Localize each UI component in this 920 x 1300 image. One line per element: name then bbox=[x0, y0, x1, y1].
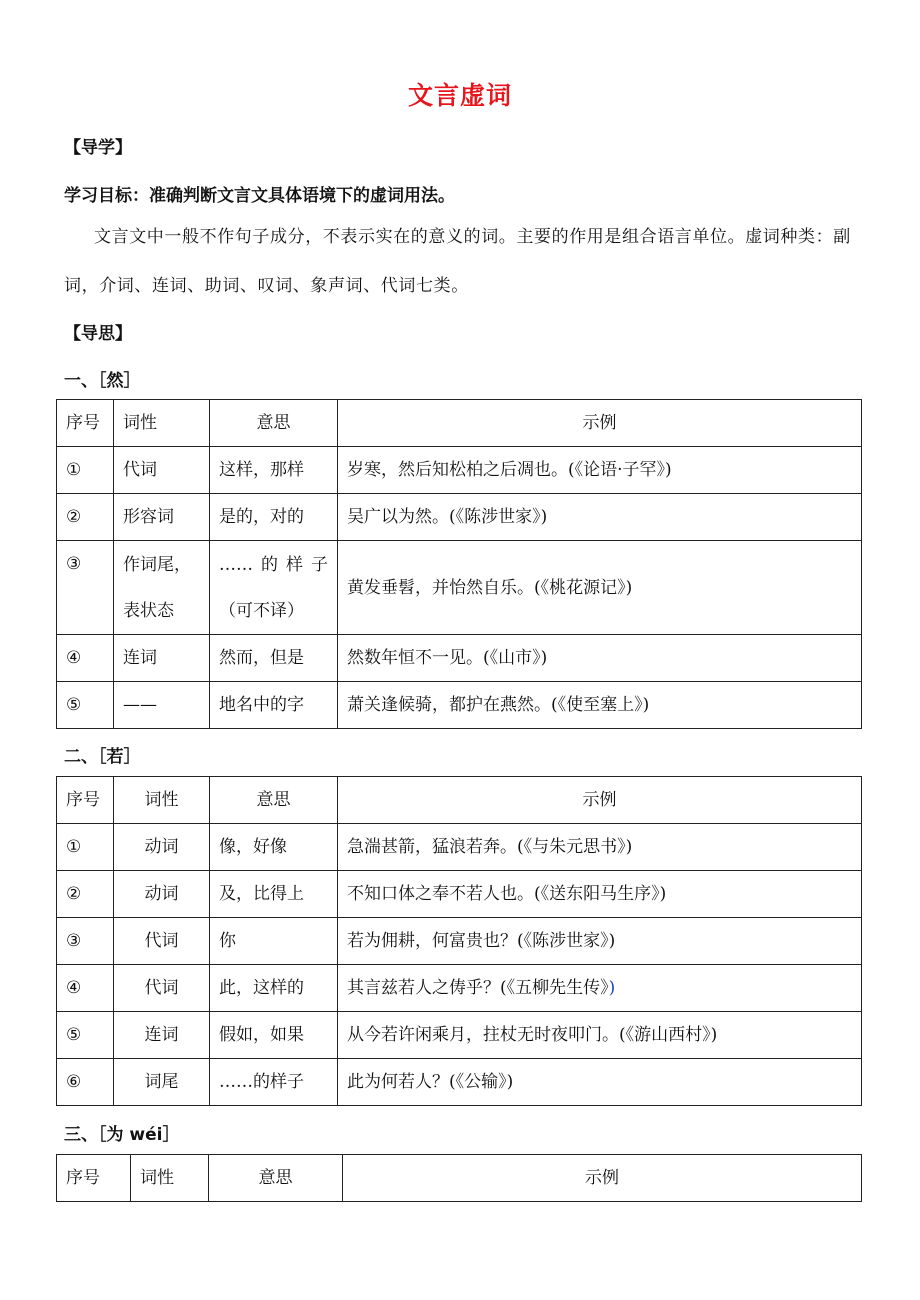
row-pos: 形容词 bbox=[114, 494, 210, 541]
row-example: 然数年恒不一见。(《山市》) bbox=[338, 635, 862, 682]
table-ruo bbox=[56, 776, 862, 1106]
row-pos: 词尾 bbox=[114, 1059, 210, 1106]
table-row bbox=[57, 541, 862, 635]
row-example bbox=[338, 965, 862, 1012]
header-example: 示例 bbox=[338, 400, 862, 447]
header-example: 示例 bbox=[338, 777, 862, 824]
row-example: 从今若许闲乘月，拄杖无时夜叩门。(《游山西村》) bbox=[338, 1012, 862, 1059]
row-pos-line2: 表状态 bbox=[123, 600, 174, 621]
table-ran bbox=[56, 399, 862, 729]
row-example: 黄发垂髫，并怡然自乐。(《桃花源记》) bbox=[338, 541, 862, 635]
header-pos: 词性 bbox=[114, 777, 210, 824]
row-number: ⑥ bbox=[57, 1059, 114, 1106]
table-row bbox=[57, 1059, 862, 1106]
header-number: 序号 bbox=[57, 777, 114, 824]
row-meaning: 像，好像 bbox=[210, 824, 338, 871]
table-row bbox=[57, 635, 862, 682]
row-example: 不知口体之奉不若人也。(《送东阳马生序》) bbox=[338, 871, 862, 918]
table-row bbox=[57, 682, 862, 729]
row-pos: —— bbox=[114, 682, 210, 729]
section-heading-ruo: 二、［若］ bbox=[64, 747, 141, 767]
row-example-text: 其言兹若人之俦乎？(《五柳先生传》 bbox=[347, 978, 609, 998]
row-example: 若为佣耕，何富贵也？(《陈涉世家》) bbox=[338, 918, 862, 965]
row-meaning: 是的，对的 bbox=[210, 494, 338, 541]
row-number: ④ bbox=[57, 965, 114, 1012]
row-example: 急湍甚箭，猛浪若奔。(《与朱元思书》) bbox=[338, 824, 862, 871]
header-meaning: 意思 bbox=[210, 400, 338, 447]
row-example: 此为何若人？(《公输》) bbox=[338, 1059, 862, 1106]
table-header-row bbox=[57, 1155, 862, 1202]
row-number: ⑤ bbox=[57, 682, 114, 729]
table-wei bbox=[56, 1154, 862, 1202]
row-number: ② bbox=[57, 871, 114, 918]
row-pos: 连词 bbox=[114, 635, 210, 682]
row-number: ④ bbox=[57, 635, 114, 682]
row-pos: 代词 bbox=[114, 965, 210, 1012]
row-example-closing-paren: ) bbox=[608, 978, 616, 998]
row-meaning: 这样，那样 bbox=[210, 447, 338, 494]
row-meaning bbox=[210, 541, 338, 635]
header-pos: 词性 bbox=[131, 1155, 209, 1202]
row-meaning-line1: ……的样子 bbox=[219, 554, 328, 575]
row-meaning: 假如，如果 bbox=[210, 1012, 338, 1059]
table-row bbox=[57, 918, 862, 965]
section-heading-ran: 一、［然］ bbox=[64, 371, 141, 391]
row-pos-line1: 作词尾， bbox=[123, 554, 191, 575]
row-number: ③ bbox=[57, 541, 114, 635]
guide-think-heading: 【导思】 bbox=[64, 324, 132, 344]
row-number: ⑤ bbox=[57, 1012, 114, 1059]
row-example: 吴广以为然。(《陈涉世家》) bbox=[338, 494, 862, 541]
row-meaning: 及，比得上 bbox=[210, 871, 338, 918]
section-heading-wei: 三、［为 wéi］ bbox=[64, 1125, 180, 1145]
table-row bbox=[57, 871, 862, 918]
table-row bbox=[57, 824, 862, 871]
guide-learn-heading: 【导学】 bbox=[64, 138, 132, 158]
row-meaning: 你 bbox=[210, 918, 338, 965]
row-meaning: 此，这样的 bbox=[210, 965, 338, 1012]
row-meaning: 地名中的字 bbox=[210, 682, 338, 729]
row-number: ① bbox=[57, 447, 114, 494]
row-example: 萧关逢候骑，都护在燕然。(《使至塞上》) bbox=[338, 682, 862, 729]
row-meaning: ……的样子 bbox=[210, 1059, 338, 1106]
header-number: 序号 bbox=[57, 400, 114, 447]
table-row bbox=[57, 965, 862, 1012]
header-pos: 词性 bbox=[114, 400, 210, 447]
row-example: 岁寒，然后知松柏之后凋也。(《论语·子罕》) bbox=[338, 447, 862, 494]
row-pos: 动词 bbox=[114, 871, 210, 918]
row-meaning-line2: （可不译） bbox=[219, 600, 304, 621]
intro-paragraph: 文言文中一般不作句子成分，不表示实在的意义的词。主要的作用是组合语言单位。虚词种类：副词，介词、连词、助词、叹词、象声词、代词七类。 bbox=[64, 227, 851, 296]
row-pos: 代词 bbox=[114, 918, 210, 965]
row-number: ② bbox=[57, 494, 114, 541]
page-title: 文言虚词 bbox=[407, 81, 512, 110]
row-pos bbox=[114, 541, 210, 635]
table-header-row bbox=[57, 777, 862, 824]
table-row bbox=[57, 447, 862, 494]
header-example: 示例 bbox=[343, 1155, 862, 1202]
table-header-row bbox=[57, 400, 862, 447]
header-meaning: 意思 bbox=[210, 777, 338, 824]
row-number: ① bbox=[57, 824, 114, 871]
header-number: 序号 bbox=[57, 1155, 131, 1202]
row-number: ③ bbox=[57, 918, 114, 965]
learning-objective: 学习目标：准确判断文言文具体语境下的虚词用法。 bbox=[64, 186, 455, 206]
header-meaning: 意思 bbox=[209, 1155, 343, 1202]
row-pos: 代词 bbox=[114, 447, 210, 494]
row-pos: 连词 bbox=[114, 1012, 210, 1059]
table-row bbox=[57, 1012, 862, 1059]
table-row bbox=[57, 494, 862, 541]
row-pos: 动词 bbox=[114, 824, 210, 871]
row-meaning: 然而，但是 bbox=[210, 635, 338, 682]
